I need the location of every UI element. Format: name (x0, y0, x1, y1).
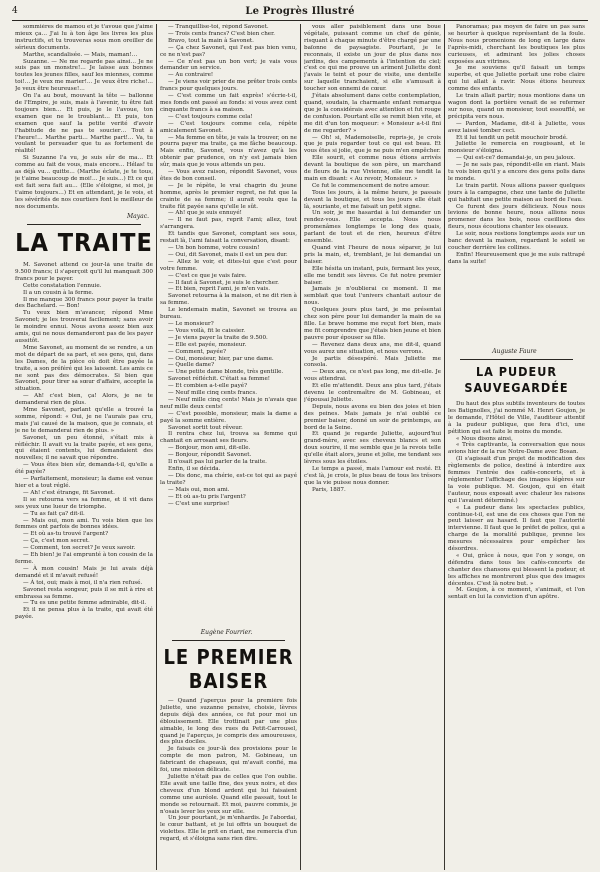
paragraph: — Je viens voir prier de me prêter trois cents francs pour quelques jours. (160, 79, 297, 93)
paragraph: On l'a au bout, mouvant la tête — ballonne de l'Empire, je suis, mais à l'avenir, tu être fait toujours bien… Et puis, je le l'avoue, ton examen que ne le troublant… Et puis, ton examen que sauf la petite verité d'avoir l'habitude de ne pas te soucier… Tout à l'heure!… Marthe parti… Marthe part!… Va, tu voulant te persuader que tu as fortement de réalité! (15, 93, 153, 155)
paragraph: Et elle m'attendit. Deux ans plus tard, j'étais devenu le contremaître de M. Gobineau, et j'épousai Juliette. (304, 383, 441, 403)
paragraph: — Comment, ton secret? Je veux savoir. (23, 545, 136, 552)
paragraph: Il a un cousin à la ferme. (23, 289, 94, 296)
paragraph: — Vous êtes bien sûr, demanda-t-il, qu'elle a été payée? (15, 462, 153, 476)
byline: Mayac. (127, 213, 149, 220)
paragraph: — C'est possible, monsieur, mais la dame a payé la somme entière. (160, 410, 297, 424)
paragraph: — Ma femme en tête, je vais la trouver, on ne pourra payer ma traite, ça me fâche beaucoup. Mais enfin, Savonet, vous n'avez qu'à les obtenir par prudence, on n'y est jamais bien sûr, mais que je vous attends un peu. (160, 134, 297, 169)
paragraph: — Un bon homme, votre cousin! (168, 245, 260, 251)
paragraph: (Il s'agissait d'un projet de modification des règlements de police, destiné à interdire aux femmes l'entrée des cafés-concerts, et à réglementer l'affichage des images légères sur la voie publique. M. Goujon, qui en était l'auteur, nous exposait avec chaleur les raisons qui l'avaient déterminé.) (448, 456, 585, 504)
paragraph: « Très captivante, la conversation que nous avions hier de la rue Notre-Dame avec Bosan. (448, 442, 585, 456)
paragraph: — Oh! si, Mademoiselle, repris-je, je crois que je puis regarder tout ce qui est beau. Et vous êtes si jolie, que je ne puis m'en empêcher. (304, 134, 441, 155)
paragraph: Paris, 1887. (312, 486, 346, 493)
paragraph: Cette constatation l'ennuie. (23, 282, 102, 289)
paragraph: — Oui, monsieur, hier, par une dame. (168, 355, 274, 362)
paragraph: — Ah! c'est bien, ça! Alors, je ne te demanderai rien de plus. (15, 393, 153, 407)
paragraph: Elle hésita un instant, puis, fermant les yeux, elle me tendit ses lèvres. Ce fut notre premier baiser. (304, 265, 441, 286)
paragraph: J'étais absolument dans cette contemplation, quand, soudain, la charmante enfant remarqua que je la considérais avec attention et fut rouge de confusion. Pourtant elle se remit bien vite, et me dit d'un ton moqueur: « Monsieur a-t-il fini de me regarder? » (304, 93, 441, 134)
paragraph: Il se retourna vers sa femme, et il vit dans ses yeux une lueur de triomphe. (15, 496, 153, 510)
byline: Auguste Faure (492, 348, 537, 355)
paragraph: — Bonjour, mon ami, dit-elle. (168, 445, 251, 452)
column-1 (12, 24, 156, 870)
paragraph: Le train allait partir; nous montions dans un wagon dont la portière venait de se refermer sur nous, quand un monsieur, tout essoufflé, se précipita vers nous. (448, 93, 585, 120)
divider (172, 640, 285, 641)
paragraph: Un jour pourtant, je m'enhardis. Je l'abordai, le cœur battant, et je lui offris un bouquet de violettes. Elle le prit en riant, me remercia d'un regard, et s'éloigna sans rien dire. (160, 815, 297, 843)
paragraph: Marthe, scandalisée. — Mais, maman!… (23, 51, 138, 58)
paragraph: Panoramas; pas moyen de faire un pas sans se heurter à quelque représentant de la foule. Nous nous promenions de long en large dans l'après-midi, cherchant les boutiques les plus curieuses, et admirant les jolies choses exposées aux vitrines. (448, 24, 585, 65)
paragraph: — Quelle dame? (168, 362, 215, 369)
column-4 (444, 24, 588, 870)
paragraph: Mme Savonet, au moment de se rendre, a un mot de départ de sa part, et ses gens, qui, dans les Dames, de la pièce où doit être payée la traite, a son préféré qui les laissent. Les amis ce ne sont pas des démocrates. Si bien que Savonet, pour tirer sa sœur d'affaire, accepte la situation. (15, 344, 153, 393)
headline-la-pudeur-sauvegardee: LA PUDEUR SAUVEGARDÉE (464, 364, 569, 395)
paragraph: — Il ne faut pas, reprit l'ami; allez, tout s'arrangera. (160, 217, 297, 231)
paragraph: — Je le répète, le vrai chagrin du jeune homme, après le premier regret, ne fut que la crainte de sa femme; il aurait voulu que la traite fût payée sans qu'elle le sût. (160, 182, 297, 210)
paragraph: — À toi, oui; mais à moi, il n'a rien refusé. (23, 579, 143, 586)
paragraph: Juliette le remercia en rougissant, et le monsieur s'éloigna. (448, 141, 585, 155)
paragraph: Et quand je regarde Juliette, aujourd'hui grand-mère, avec ses cheveux blancs et son doux sourire, il me semble que je la revois telle qu'elle était alors, jeune et jolie, me tendant ses lèvres sous les étoiles. (304, 431, 441, 466)
paragraph: — C'est toujours comme cela! (168, 113, 253, 120)
paragraph: Je faisais ce jour-là des provisions pour le compte de mon patron, M. Gobineau, un fabricant de chapeaux, qui m'avait confié, ma foi, une mission délicate. (160, 746, 297, 774)
paragraph: Suzanne. — Ne me regarde pas ainsi… Je ne suis pas un monstre!… Je laisse aux bonnes toutes les jeunes filles, sauf les miennes, comme toi!… Je veux me marier!… Je veux être riche!… Je veux être heureuse!… (15, 58, 153, 93)
headline-la-traite: LA TRAITE (15, 228, 153, 257)
paragraph: — Quand j'aperçus pour la première fois Juliette, une suzanne pensive, choisie, lèvres depuis déjà des années, ce fut pour moi un éblouissement. Elle trottinait par une plus aimable, le long des rues du Petit-Carrousel, quand je l'aperçus, je compris des amoureuses, des plus dociles. (160, 698, 297, 746)
paragraph: Du haut des plus subtils inventeurs de toutes les Batignolles, j'ai nommé M. Henri Goujon, je le demande, l'Hôtel de Ville, l'auditeur attentif à la pudeur publique, que fera d'ici, une pétition qui est faite le moins du monde. (448, 401, 585, 435)
paragraph: Et tandis que Savonet, comptant ses sous, restait là, l'ami faisait la conversation, disant: (160, 231, 297, 245)
paragraph: — Il faut à Savonet, je suis le chercher. (168, 279, 279, 286)
paragraph: Bravo, tout la main à Savonet. (168, 37, 254, 44)
paragraph: Et il ne pensa plus à la traite, qui avait été payée. (15, 607, 153, 621)
paragraph: — Et où as-tu pris l'argent? (168, 493, 246, 500)
paragraph: Quelques jours plus tard, je me présentai chez son père pour lui demander la main de sa fille. Le brave homme me reçut fort bien, mais me fit comprendre que j'étais bien jeune et bien pauvre pour épouser sa fille. (304, 307, 441, 341)
paragraph: M. Savonet attend ce jour-là une traite de 9.500 francs; il s'aperçoit qu'il lui manquait 300 francs pour le payer. (15, 262, 153, 282)
paragraph: vous aller paisiblement dans une boue végétale, puissant comme un chef de génie, risquant à chaque minute d'être chargé par une baïonne de paysagiste. Pourtant, je le reconnais, il existe un jour de plus dans nos jardins, des campements à l'intention du ciel; c'est ce qui me prouve un ariment Juliette dont j'avais le teint et pour de visite, une dentelle sur laquelle tranchaient, si elle s'amusait à toucher son ennemi de cœur. (304, 24, 441, 93)
paragraph: — Pardon, Madame, dit-il à Juliette, vous avez laissé tomber ceci. (448, 120, 585, 134)
story-text (160, 698, 297, 858)
paragraph: Savonet réfléchit. C'était sa femme! (168, 376, 271, 383)
column-2 (156, 24, 300, 870)
paragraph: « Oui, grâce à nous, que l'on y songe, on défendra dans tous les cafés-concerts de chanter des chansons qui blessent la pudeur, et les affiches ne montreront plus que des images décentes. C'est là notre but. » (448, 552, 585, 587)
paragraph: « Nous disons ainsi, (456, 435, 513, 442)
paragraph: — Trois cents francs? C'est bien cher. (168, 30, 275, 37)
paragraph: Quand vint l'heure de nous séparer, je lui pris la main, et, tremblant, je lui demandai un baiser. (304, 245, 441, 265)
page-number: 4 (12, 6, 18, 16)
paragraph: Enfin, il se décida. (168, 466, 221, 472)
paragraph: Il rentra chez lui, trouva sa femme qui chantait en arrosant ses fleurs. (160, 431, 297, 445)
paragraph: — Et où as-tu trouvé l'argent? (23, 531, 109, 538)
paragraph: Je me souviens qu'il faisait un temps superbe, et que Juliette portait une robe claire qui lui allait à ravir. Nous étions heureux comme des enfants. (448, 65, 585, 93)
paragraph: — Le monsieur? (168, 320, 214, 327)
paragraph: — Et bien, reprit l'ami, je m'en vais. (168, 286, 270, 293)
paragraph: Et il lui tendit un petit mouchoir brodé. (456, 134, 568, 141)
paragraph: Le train partit. Nous allions passer quelques jours à la campagne, chez une tante de Juliette qui habitait une petite maison au bord de l'eau. (448, 182, 585, 203)
paragraph: — Allez le voir, et dites-lui que c'est pour votre femme. (160, 258, 297, 272)
paragraph: — Tu as fait ça? dit-il. (23, 510, 85, 517)
paragraph: — Et combien a-t-elle payé? (168, 383, 248, 390)
story-text (15, 262, 153, 852)
paragraph: — Comment, payée? (168, 348, 227, 355)
paragraph: Savonet sortit tout rêveur. (168, 424, 243, 431)
story-text (15, 24, 153, 211)
paragraph: — Au contraire! (168, 72, 214, 79)
paragraph: M. Goujon, à ce moment, s'animait, et l'on sentait en lui la conviction d'un apôtre. (448, 587, 585, 601)
paragraph: — C'est une surprise! (168, 500, 230, 507)
paragraph: — Deux ans, ce n'est pas long, me dit-elle. Je vous attendrai. (304, 369, 441, 383)
column-3 (300, 24, 444, 870)
paragraph: — C'est ce que je vais faire. (168, 272, 247, 279)
paragraph: — Je ne sais pas, répondit-elle en riant. Mais tu vois bien qu'il y a encore des gens polis dans le monde. (448, 162, 585, 182)
paragraph: Il n'osait pas lui parler de la traite. (168, 459, 267, 466)
divider (27, 224, 141, 225)
paragraph: — Tu es une petite femme admirable, dit-il. (23, 600, 147, 607)
headline-le-premier-baiser: LE PREMIER BAISER (163, 645, 294, 693)
masthead (12, 6, 588, 21)
paragraph: Savonet resta songeur, puis il se mit à rire et embrassa sa femme. (15, 586, 153, 600)
paragraph: Mme Savonet, parlant qu'elle a trouvé la somme, répond: « Oui, je ne l'aurais pas cru, mais j'ai causé de la maison, que je connais, et je ne te demanderai rien de plus. » (15, 407, 153, 434)
paragraph: Tu veux bien m'avancer, répond Mme Savonet; je les trouverai facilement; sans avoir le moindre ennui. Nous avons assez bien aux amis, qui ne nous demanderont pas de les payer aussitôt. (15, 310, 153, 344)
paragraph: — Dis donc, ma chérie, est-ce toi qui as payé la traite? (160, 472, 297, 486)
paragraph: — Vous voilà, fit le caissier. (168, 327, 246, 334)
paragraph: Juliette n'était pas de celles que l'on oublie. Elle avait une taille fine, des yeux noirs, et des cheveux d'un blond ardent qui lui faisaient comme une auréole. Quand elle passait, tout le monde se retournait. Et moi, pauvre commis, je n'osais lever les yeux sur elle. (160, 773, 297, 815)
story-text (448, 24, 585, 346)
paragraph: — Ah! c'est étrange, fit Savonet. (23, 489, 115, 496)
paragraph: Savonet retourna à la maison, et ne dit rien à sa femme. (160, 293, 297, 307)
story-text (304, 24, 441, 870)
paragraph: — Bonjour, répondit Savonet. (168, 452, 252, 459)
paragraph: — Je viens payer la traite de 9.500. (168, 334, 268, 341)
paragraph: — C'est toujours comme cela, répète amicalement Savonet. (160, 120, 297, 134)
paragraph: « La pudeur dans les spectacles publics, continue-t-il, est une de ces choses que l'on ne peut laisser au hasard. Il faut que l'autorité intervienne. Il faut que le préfet de police, qui a charge de la moralité publique, prenne les mesures nécessaires pour empêcher les désordres. (448, 504, 585, 553)
paragraph: Tous les jours, à la même heure, je passais devant la boutique, et tous les jours elle était là, souriante, et me faisait un petit signe. (304, 189, 441, 210)
paragraph: Depuis, nous avons eu bien des joies et bien des peines. Mais jamais je n'ai oublié ce premier baiser, donné un soir de printemps, au bord de la Seine. (304, 403, 441, 431)
paragraph: — Elle est payée, monsieur. (168, 341, 247, 348)
paragraph: Elle sourit, et comme nous étions arrivés devant la boutique de son père, un marchand de fleurs de la rue Vivienne, elle me tendit la main en disant: « Au revoir, Monsieur. » (304, 155, 441, 182)
paragraph: — C'est comme un fait exprès! s'écrie-t-il, mes fonds ont passé au fonds: si vous avez cent cinquante francs à sa maison. (160, 93, 297, 113)
paragraph: Ce furent des jours délicieux. Nous nous levions de bonne heure, nous allions nous promener dans les bois, nous cueillions des fleurs, nous écoutions chanter les oiseaux. (448, 203, 585, 231)
paragraph: — Ça, c'est mon secret. (23, 538, 90, 545)
paragraph: — Tranquillise-toi, répond Savonet. (168, 24, 269, 30)
paragraph: — Mais oui, mon ami. (168, 486, 230, 493)
byline: Eugène Fourrier. (200, 629, 253, 636)
paragraph: — Une petite dame blonde, très gentille. (168, 369, 284, 376)
paragraph: Le temps a passé, mais l'amour est resté. Et c'est là, je crois, le plus beau de tous les trésors que la vie puisse nous donner. (304, 466, 441, 486)
paragraph: Savonet, un peu étonné, s'était mis à réfléchir. Il avait vu la traite payée, et ses gens, qui étaient contents, lui demandaient des nouvelles; il ne savait que répondre. (15, 434, 153, 462)
paragraph: Ce fut le commencement de notre amour. (312, 182, 430, 189)
paragraph: — Oui, dit Savonet, mais il est un peu dur. (168, 251, 288, 258)
paragraph: Si Suzanne l'a vu, je suis sûr de ma… Et comme au fait de vous, mais encore… Hélas! tu as déjà vu… quitte… (Marthe éclate, je te tous, je t'aime beaucoup de moi!… Je suis…) Et ce qui est fait sera fait au… (Elle s'éloigne, si moi, je t'aime toujours…) Et en attendant, je le vois, et les sévérités de nos courtiers font le meilleur de nos documents. (15, 155, 153, 210)
paragraph: — Neuf mille cinq cents francs. (168, 390, 258, 397)
paragraph: — Eh bien! je l'ai emprunté à ton cousin de la ferme. (15, 552, 153, 565)
paragraph: — Vous avez raison, répondit Savonet, vous êtes de bon conseil. (160, 169, 297, 182)
story-text (160, 24, 297, 627)
paragraph: Il me manque 300 francs pour payer la traite des Bachelard. — Bon! (15, 296, 153, 310)
paragraph: — À mon cousin! Mais je lui avais déjà demandé et il m'avait refusé! (15, 565, 153, 579)
paragraph: — Qui est-ce? demandai-je, un peu jaloux. (456, 155, 576, 162)
paragraph: Je partis désespéré. Mais Juliette me consola. (304, 355, 441, 369)
paragraph: — Neuf mille cinq cents! Mais je n'avais que neuf mille deux cents! (160, 396, 297, 410)
paragraph: — Ça chez Savonet, qui l'est pas bien venu, ce ne n'est pas? (160, 44, 297, 58)
paragraph: — Ce n'est pas un bon vert; je vais vous demander un service. (160, 58, 297, 72)
paragraph: Le soir, nous restions longtemps assis sur un banc devant la maison, regardant le soleil se coucher derrière les collines. (448, 231, 585, 251)
paragraph: Un soir, je me hasardai à lui demander un rendez-vous. Elle accepta. Nous nous promenâmes longtemps le long des quais, parlant de tout et de rien, heureux d'être ensemble. (304, 210, 441, 245)
paragraph: Enfin! Heureusement que je me suis rattrapé dans la suite! (448, 251, 585, 265)
columns (12, 24, 588, 870)
paragraph: Le lendemain matin, Savonet se trouva au bureau. (160, 307, 297, 321)
paragraph: Jamais je n'oublierai ce moment. Il me semblait que tout l'univers chantait autour de nous. (304, 286, 441, 307)
paragraph: — Revenez dans deux ans, me dit-il, quand vous aurez une situation, et nous verrons. (304, 341, 441, 355)
paragraph: — Ah! que je suis ennuyé! (168, 210, 242, 217)
paragraph: — Parfaitement, monsieur; la dame est venue hier et a tout réglé. (15, 476, 153, 489)
paragraph: — Mais oui, mon ami. Tu vois bien que les femmes ont parfois de bonnes idées. (15, 517, 153, 531)
newspaper-title: Le Progrès Illustré (245, 6, 355, 17)
paragraph: sommières de mamou et je t'avoue que j'aime mieux ça… J'ai lu à ton âge les livres les plus instructifs, et tu trouveras sous mon oreiller de sérieux documents. (15, 24, 153, 51)
divider (460, 359, 573, 360)
story-text (448, 401, 585, 870)
